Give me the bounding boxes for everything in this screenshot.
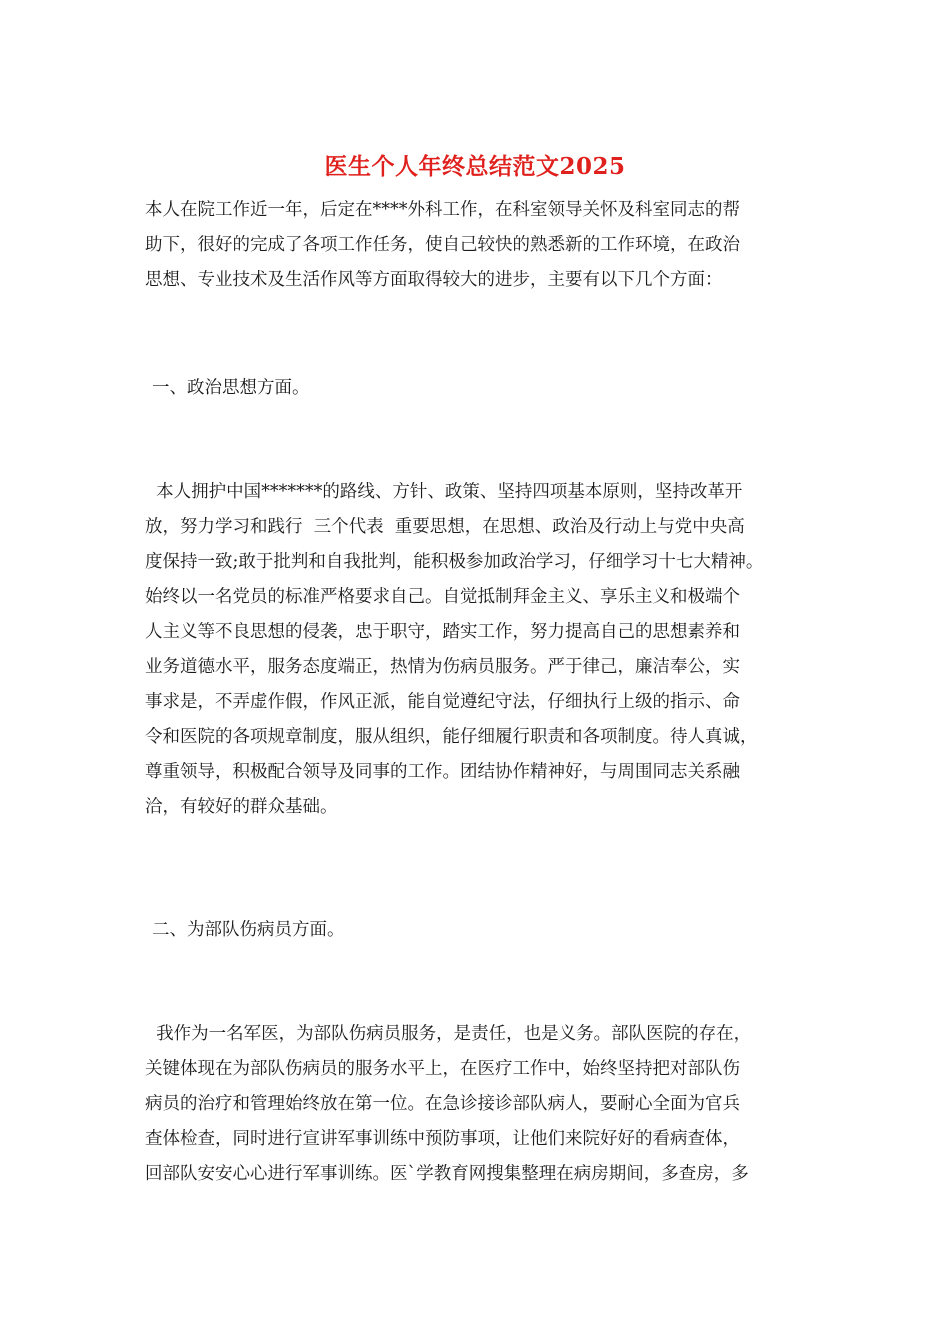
paragraph-line: 业务道德水平，服务态度端正，热情为伤病员服务。严于律己，廉洁奉公，实	[145, 657, 740, 677]
section-heading-2: 二、为部队伤病员方面。	[152, 920, 345, 940]
paragraph-line: 助下，很好的完成了各项工作任务，使自己较快的熟悉新的工作环境，在政治	[145, 235, 740, 255]
paragraph-line: 病员的治疗和管理始终放在第一位。在急诊接诊部队病人，要耐心全面为官兵	[145, 1094, 740, 1114]
paragraph-line: 始终以一名党员的标准严格要求自己。自觉抵制拜金主义、享乐主义和极端个	[145, 587, 740, 607]
paragraph-line: 尊重领导，积极配合领导及同事的工作。团结协作精神好，与周围同志关系融	[145, 762, 740, 782]
intro-paragraph	[145, 193, 825, 298]
paragraph-line: 本人拥护中国*******的路线、方针、政策、坚持四项基本原则，坚持改革开	[145, 482, 743, 502]
paragraph-line: 思想、专业技术及生活作风等方面取得较大的进步，主要有以下几个方面：	[145, 270, 723, 290]
paragraph-line: 查体检查，同时进行宣讲军事训练中预防事项，让他们来院好好的看病查体，	[145, 1129, 740, 1149]
section2-paragraph	[145, 1017, 825, 1192]
paragraph-line: 人主义等不良思想的侵袭，忠于职守，踏实工作，努力提高自己的思想素养和	[145, 622, 740, 642]
paragraph-line: 关键体现在为部队伤病员的服务水平上，在医疗工作中，始终坚持把对部队伤	[145, 1059, 740, 1079]
paragraph-line: 我作为一名军医，为部队伤病员服务，是责任，也是义务。部队医院的存在，	[145, 1024, 752, 1044]
section1-paragraph	[145, 475, 825, 825]
paragraph-line: 度保持一致;敢于批判和自我批判，能积极参加政治学习，仔细学习十七大精神。	[145, 552, 764, 572]
paragraph-line: 本人在院工作近一年，后定在****外科工作，在科室领导关怀及科室同志的帮	[145, 200, 740, 220]
paragraph-line: 令和医院的各项规章制度，服从组织，能仔细履行职责和各项制度。待人真诚，	[145, 727, 758, 747]
paragraph-line: 放，努力学习和践行 三个代表 重要思想，在思想、政治及行动上与党中央高	[145, 517, 745, 537]
paragraph-line: 洽，有较好的群众基础。	[145, 797, 338, 817]
paragraph-line: 回部队安安心心进行军事训练。医`学教育网搜集整理在病房期间，多查房，多	[145, 1164, 749, 1184]
section-heading-1: 一、政治思想方面。	[152, 378, 310, 398]
paragraph-line: 事求是，不弄虚作假，作风正派，能自觉遵纪守法，仔细执行上级的指示、命	[145, 692, 740, 712]
document-title: 医生个人年终总结范文2025	[324, 153, 626, 180]
